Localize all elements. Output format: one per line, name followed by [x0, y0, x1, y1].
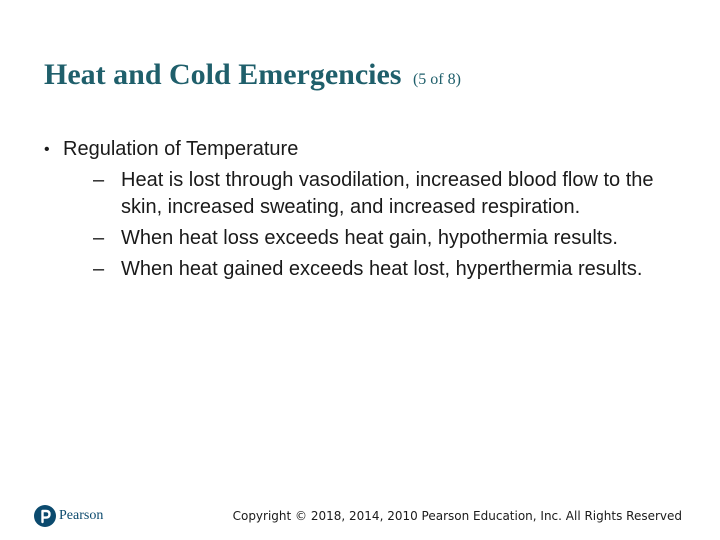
- slide-content: [44, 136, 694, 287]
- bullet-text: Regulation of Temperature: [63, 138, 299, 160]
- bullet-marker: •: [44, 141, 50, 158]
- sub-bullet-marker: –: [93, 227, 105, 249]
- sub-bullet-text: When heat gained exceeds heat lost, hyperthermia results.: [121, 258, 643, 280]
- sub-bullet-item: [63, 225, 694, 252]
- sub-bullet-item: [63, 167, 694, 221]
- slide-title-counter: (5 of 8): [412, 71, 461, 88]
- pearson-logo-text: Pearson: [59, 508, 104, 523]
- sub-bullet-marker: –: [93, 169, 105, 191]
- slide-title: [44, 58, 461, 92]
- pearson-logo-icon: [34, 505, 56, 527]
- sub-bullet-text: When heat loss exceeds heat gain, hypothermia results.: [121, 227, 618, 249]
- pearson-logo: [34, 505, 103, 527]
- sub-bullet-item: [63, 256, 694, 283]
- sub-bullet-marker: –: [93, 258, 105, 280]
- slide-title-text: Heat and Cold Emergencies: [44, 58, 402, 91]
- sub-bullet-text: Heat is lost through vasodilation, increased blood flow to the skin, increased sweating, and increased respiration.: [121, 169, 654, 218]
- copyright-notice: Copyright © 2018, 2014, 2010 Pearson Education, Inc. All Rights Reserved: [232, 509, 682, 523]
- bullet-item: [44, 136, 694, 283]
- sub-bullet-list: [63, 167, 694, 283]
